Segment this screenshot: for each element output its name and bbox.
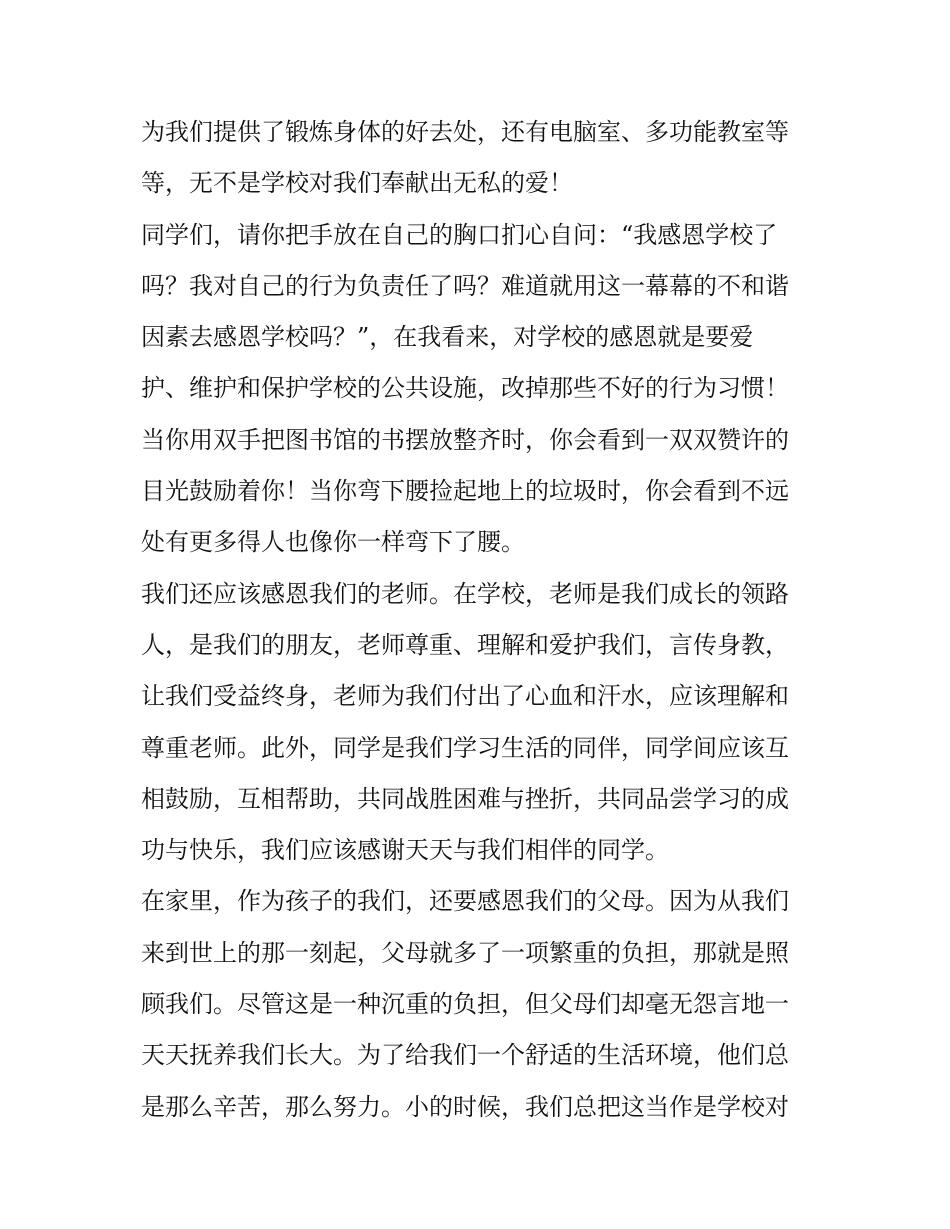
text-line: 我们还应该感恩我们的老师。在学校，老师是我们成长的领路 [141,579,789,608]
text-line: 当你用双手把图书馆的书摆放整齐时，你会看到一双双赞许的 [141,425,789,454]
text-line: 尊重老师。此外，同学是我们学习生活的同伴，同学间应该互 [141,733,789,762]
text-line: 目光鼓励着你！当你弯下腰捡起地上的垃圾时，你会看到不远 [141,477,789,506]
text-line: 处有更多得人也像你一样弯下了腰。 [141,528,525,557]
text-line: 吗？我对自己的行为负责任了吗？难道就用这一幕幕的不和谐 [141,271,789,300]
text-line: 为我们提供了锻炼身体的好去处，还有电脑室、多功能教室等 [141,118,789,146]
text-line: 功与快乐，我们应该感谢天天与我们相伴的同学。 [141,836,669,865]
text-line: 是那么辛苦，那么努力。小的时候，我们总把这当作是学校对 [141,1092,789,1121]
text-line: 顾我们。尽管这是一种沉重的负担，但父母们却毫无怨言地一 [141,990,789,1019]
text-line: 护、维护和保护学校的公共设施，改掉那些不好的行为习惯！ [141,374,789,403]
text-line: 天天抚养我们长大。为了给我们一个舒适的生活环境，他们总 [141,1041,789,1070]
text-line: 人，是我们的朋友，老师尊重、理解和爱护我们，言传身教， [141,630,789,659]
text-line: 因素去感恩学校吗？”，在我看来，对学校的感恩就是要爱 [141,323,754,352]
text-line: 来到世上的那一刻起，父母就多了一项繁重的负担，那就是照 [141,938,789,967]
text-line: 在家里，作为孩子的我们，还要感恩我们的父母。因为从我们 [141,887,789,916]
body-text [141,107,821,1133]
text-line: 等，无不是学校对我们奉献出无私的爱！ [141,169,573,198]
text-line: 让我们受益终身，老师为我们付出了心血和汗水，应该理解和 [141,682,789,711]
text-line: 相鼓励，互相帮助，共同战胜困难与挫折，共同品尝学习的成 [141,784,789,813]
text-line: 同学们，请你把手放在自己的胸口扪心自问：“我感恩学校了 [141,220,778,249]
